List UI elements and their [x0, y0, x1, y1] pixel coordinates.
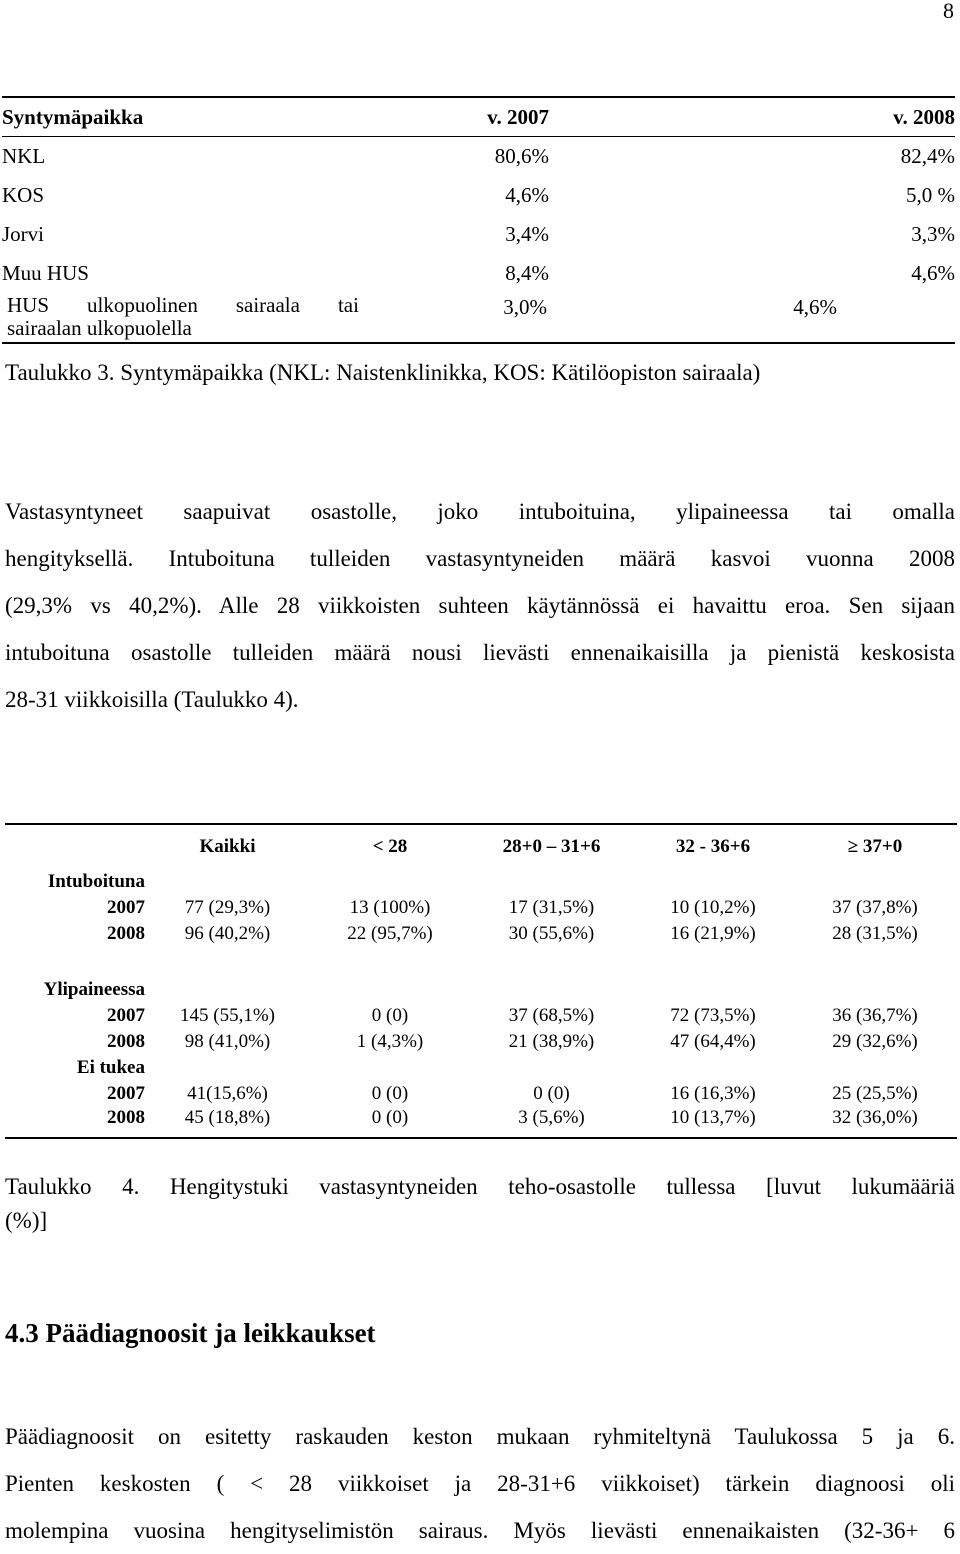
place-word: sairaala — [235, 293, 300, 317]
row-place — [2, 293, 366, 343]
cell: 145 (55,1%) — [180, 1005, 275, 1026]
group-row — [5, 1055, 957, 1081]
cell: 0 (0) — [371, 1005, 409, 1026]
cell: 10 (10,2%) — [670, 897, 756, 918]
table-row — [5, 895, 957, 921]
table-header-row — [2, 97, 955, 137]
row-place: NKL — [2, 144, 46, 168]
cell: 13 (100%) — [349, 897, 431, 918]
text-line: Pienten keskosten ( < 28 viikkoiset ja 28-31+6 viikkoiset) tärkein diagnoosi oli — [5, 1471, 955, 1496]
row-value-2008: 4,6% — [911, 261, 955, 285]
cell: 45 (18,8%) — [145, 1107, 310, 1138]
cell: 1 (4,3%) — [356, 1031, 424, 1052]
row-value-2008: 82,4% — [900, 144, 955, 168]
row-value-2007: 3,0% — [366, 293, 549, 343]
group-row — [5, 869, 957, 895]
row-value-2007: 3,4% — [505, 222, 549, 246]
cell: 3 (5,6%) — [470, 1107, 633, 1138]
table-row — [5, 1107, 957, 1138]
cell: 16 (16,3%) — [670, 1083, 756, 1104]
place-line2: sairaalan ulkopuolella — [7, 316, 192, 340]
paragraph-admission — [5, 488, 955, 723]
cell: 29 (32,6%) — [832, 1031, 918, 1052]
cell: 41(15,6%) — [187, 1083, 268, 1104]
cell: 36 (36,7%) — [832, 1005, 918, 1026]
cell: 0 (0) — [533, 1083, 570, 1104]
section-heading: 4.3 Päädiagnoosit ja leikkaukset — [5, 1318, 376, 1348]
row-year: 2007 — [107, 1005, 145, 1026]
cell: 17 (31,5%) — [508, 897, 595, 918]
table-row — [2, 176, 955, 215]
text-line: Päädiagnoosit on esitetty raskauden keston mukaan ryhmiteltynä Taulukossa 5 ja 6. — [5, 1424, 955, 1449]
row-year: 2007 — [107, 1083, 145, 1104]
header-32-36: 32 - 36+6 — [633, 824, 793, 869]
table-row — [5, 1003, 957, 1029]
text-line: Vastasyntyneet saapuivat osastolle, joko intuboituina, ylipaineessa tai omalla — [5, 499, 955, 524]
table4-caption — [5, 1170, 955, 1238]
row-place: Jorvi — [2, 222, 44, 246]
paragraph-diagnoses — [5, 1413, 955, 1554]
text-line: 28-31 viikkoisilla (Taulukko 4). — [5, 687, 299, 712]
cell: 77 (29,3%) — [184, 897, 271, 918]
row-place: KOS — [2, 183, 45, 207]
table-row — [2, 293, 955, 343]
header-under-28: < 28 — [310, 824, 470, 869]
row-year: 2008 — [5, 1107, 145, 1138]
row-year: 2008 — [107, 1031, 145, 1052]
cell: 25 (25,5%) — [832, 1083, 918, 1104]
row-value-2008: 5,0 % — [906, 183, 955, 207]
table-row — [5, 921, 957, 947]
text-line: (%)] — [5, 1208, 48, 1233]
cell: 98 (41,0%) — [184, 1031, 271, 1052]
row-place: Muu HUS — [2, 261, 89, 285]
text-line: molempina vuosina hengityselimistön sairaus. Myös lievästi ennenaikaisten (32-36+ 6 — [5, 1518, 955, 1543]
row-value-2007: 4,6% — [505, 183, 549, 207]
cell: 22 (95,7%) — [347, 923, 433, 944]
row-value-2007: 80,6% — [494, 144, 549, 168]
text-line: (29,3% vs 40,2%). Alle 28 viikkoisten suhteen käytännössä ei havaittu eroa. Sen sijaan — [5, 593, 955, 618]
header-birthplace: Syntymäpaikka — [2, 97, 366, 137]
header-2007: v. 2007 — [366, 97, 549, 137]
place-word: ulkopuolinen — [87, 293, 198, 317]
page-number: 8 — [943, 0, 954, 23]
text-line: intuboituna osastolle tulleiden määrä nousi lievästi ennenaikaisilla ja pienistä keskosista — [5, 640, 955, 665]
table-row — [2, 137, 955, 177]
group-label: Ei tukea — [76, 1057, 145, 1078]
text-line: Taulukko 4. Hengitystuki vastasyntyneiden teho-osastolle tullessa [luvut lukumääriä — [5, 1174, 955, 1199]
table-row — [5, 1081, 957, 1107]
cell: 72 (73,5%) — [670, 1005, 756, 1026]
table-row — [5, 1029, 957, 1055]
header-all: Kaikki — [145, 824, 310, 869]
header-28-31: 28+0 – 31+6 — [470, 824, 633, 869]
group-row — [5, 977, 957, 1003]
cell: 47 (64,4%) — [670, 1031, 756, 1052]
table-header-row — [5, 824, 957, 869]
cell: 0 (0) — [371, 1083, 409, 1104]
table3-caption: Taulukko 3. Syntymäpaikka (NKL: Naistenklinikka, KOS: Kätilöopiston sairaala) — [5, 360, 761, 385]
table-row — [2, 215, 955, 254]
group-label: Ylipaineessa — [43, 979, 145, 1000]
group-label: Intuboituna — [47, 871, 145, 892]
header-37-plus: ≥ 37+0 — [793, 824, 957, 869]
place-word: HUS — [7, 293, 50, 317]
cell: 28 (31,5%) — [832, 923, 918, 944]
cell: 37 (68,5%) — [508, 1005, 595, 1026]
cell: 30 (55,6%) — [508, 923, 595, 944]
cell: 37 (37,8%) — [832, 897, 918, 918]
cell: 32 (36,0%) — [793, 1107, 957, 1138]
cell: 21 (38,9%) — [508, 1031, 595, 1052]
respiratory-support-table — [5, 823, 957, 1139]
cell: 10 (13,7%) — [633, 1107, 793, 1138]
table-row — [2, 254, 955, 293]
row-year: 2008 — [107, 923, 145, 944]
cell: 96 (40,2%) — [184, 923, 271, 944]
row-value-2008: 3,3% — [911, 222, 955, 246]
header-2008: v. 2008 — [549, 97, 955, 137]
birthplace-table — [2, 96, 955, 344]
place-word: tai — [337, 293, 359, 317]
cell: 16 (21,9%) — [670, 923, 756, 944]
cell: 0 (0) — [310, 1107, 470, 1138]
text-line: hengityksellä. Intuboituna tulleiden vastasyntyneiden määrä kasvoi vuonna 2008 — [5, 546, 955, 571]
row-year: 2007 — [107, 897, 145, 918]
row-value-2007: 8,4% — [505, 261, 549, 285]
row-value-2008: 4,6% — [549, 293, 955, 343]
